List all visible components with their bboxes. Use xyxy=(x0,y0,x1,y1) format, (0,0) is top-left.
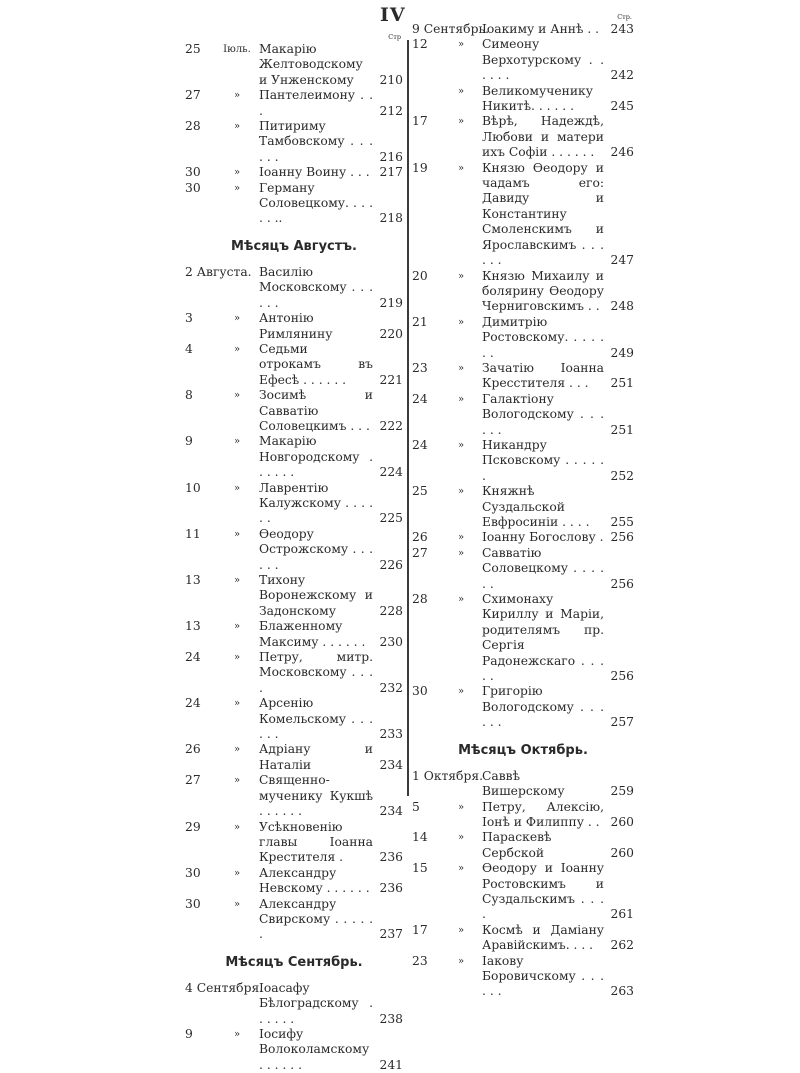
entry-month: » xyxy=(457,85,465,97)
entry-title: Іоасафу Бѣлоградскому . . . . . . xyxy=(259,980,373,1026)
entry-date: 10 xyxy=(185,480,201,495)
toc-entry xyxy=(412,530,634,545)
entry-month: » xyxy=(233,775,241,787)
entry-month: » xyxy=(457,270,465,282)
entry-page-number: 262 xyxy=(610,938,634,953)
entry-page-number: 256 xyxy=(610,576,634,591)
entry-title: Параскевѣ Сербской xyxy=(482,830,552,860)
entry-page-number: 261 xyxy=(610,907,634,922)
toc-entry xyxy=(185,696,403,742)
entry-month: » xyxy=(457,863,465,875)
entry-date: 5 xyxy=(412,799,420,814)
entry-month: Іюль. xyxy=(223,44,251,55)
entry-date: 25 xyxy=(185,42,201,56)
entry-page-number: 228 xyxy=(379,603,403,618)
entry-date: 26 xyxy=(185,742,201,757)
entry-month: » xyxy=(233,313,241,325)
entry-month: » xyxy=(457,955,465,967)
left-sections xyxy=(185,42,403,1073)
entry-date: 19 xyxy=(412,160,428,175)
entry-date: 15 xyxy=(412,861,428,876)
entry-month: » xyxy=(457,686,465,698)
entry-page-number: 243 xyxy=(610,22,634,36)
entry-page-number: 263 xyxy=(610,984,634,999)
entry-title: Космѣ и Даміану Аравійскимъ. . . . xyxy=(482,922,604,953)
entry-date: 13 xyxy=(185,573,201,587)
entry-page-number: 210 xyxy=(379,72,403,87)
entry-title: Галактіону Вологодскому . . . . . . xyxy=(482,391,604,437)
entry-title: Петру, Алексію, Іонѣ и Филиппу . . xyxy=(482,799,604,829)
entry-title: Савватію Соловецкому . . . . . . xyxy=(482,545,604,591)
toc-entry xyxy=(412,800,634,831)
entry-title: Адріану и Наталіи xyxy=(259,742,373,772)
toc-entry xyxy=(185,742,403,773)
month-heading: Мѣсяцъ Сентябрь. xyxy=(225,954,363,970)
entry-date: 17 xyxy=(412,114,428,129)
toc-entry xyxy=(412,37,634,83)
entry-page-number: 225 xyxy=(379,511,403,526)
entry-month: » xyxy=(233,121,241,133)
entry-month: » xyxy=(457,594,465,606)
toc-entry xyxy=(412,546,634,592)
entry-title: Тихону Воронежскому и Задонскому xyxy=(259,573,373,618)
entry-date: 30 xyxy=(185,165,201,180)
toc-entry xyxy=(185,88,403,119)
entry-page-number: 212 xyxy=(379,103,403,118)
entry-date: 27 xyxy=(412,545,428,560)
entry-date: 30 xyxy=(412,684,428,699)
entry-page-number: 233 xyxy=(379,727,403,742)
toc-entry xyxy=(412,684,634,730)
entry-month: » xyxy=(457,362,465,374)
entry-page-number: 252 xyxy=(610,468,634,483)
entry-date: 9 Сентябрь. xyxy=(412,22,490,36)
entry-title: Іакову Боровичскому . . . . . . xyxy=(482,953,604,999)
entry-month: » xyxy=(457,39,465,51)
month-heading: Мѣсяцъ Октябрь. xyxy=(458,742,588,758)
entry-date: 17 xyxy=(412,922,428,937)
entry-date: 27 xyxy=(185,88,201,103)
entry-title: Арсенію Комельскому . . . . . . xyxy=(259,696,373,742)
toc-entry xyxy=(412,84,634,115)
entry-title: Седьми отрокамъ въ Ефесѣ . . . . . . xyxy=(259,341,373,387)
entry-title: Пантелеимону . . . xyxy=(259,88,373,118)
entry-title: Питириму Тамбовскому . . . . . . xyxy=(259,119,373,164)
toc-entry xyxy=(412,923,634,954)
entry-title: Григорію Вологодскому . . . . . . xyxy=(482,684,604,730)
entry-page-number: 242 xyxy=(610,68,634,83)
entry-month: » xyxy=(233,821,241,833)
entry-title: Василію Московскому . . . . . . xyxy=(259,264,373,310)
entry-month: » xyxy=(233,343,241,355)
entry-page-number: 246 xyxy=(610,145,634,160)
toc-entry xyxy=(185,42,403,88)
entry-page-number: 260 xyxy=(610,845,634,860)
toc-entry xyxy=(185,897,403,943)
entry-page-number: 236 xyxy=(379,881,403,896)
entry-date: 12 xyxy=(412,37,428,52)
entry-month: » xyxy=(457,801,465,813)
entry-date: 29 xyxy=(185,819,201,834)
entry-page-number: 257 xyxy=(610,715,634,730)
entry-date: 26 xyxy=(412,530,428,545)
toc-entry xyxy=(185,388,403,434)
entry-title: Іоакиму и Аннѣ . . xyxy=(482,22,600,36)
entry-date: 30 xyxy=(185,865,201,880)
entry-date: 24 xyxy=(185,696,201,711)
toc-entry xyxy=(185,311,403,342)
entry-page-number: 255 xyxy=(610,515,634,529)
right-column xyxy=(412,12,634,1000)
entry-month: » xyxy=(233,867,241,879)
entry-page-number: 224 xyxy=(379,465,403,480)
toc-entry xyxy=(412,769,634,800)
entry-date: 11 xyxy=(185,526,201,541)
toc-entry xyxy=(185,434,403,480)
toc-entry xyxy=(412,592,634,684)
entry-month: » xyxy=(233,482,241,494)
toc-entry xyxy=(412,830,634,861)
toc-entry xyxy=(412,861,634,923)
entry-date: 28 xyxy=(412,592,428,607)
entry-date: 20 xyxy=(412,268,428,283)
entry-title: Усѣкновенію главы Іоанна Крестителя . xyxy=(259,819,373,865)
toc-entry xyxy=(412,438,634,484)
page-number: IV xyxy=(380,4,406,26)
toc-entry xyxy=(185,119,403,165)
entry-month: » xyxy=(233,652,241,664)
entry-date: 4 Сентября. xyxy=(185,980,264,995)
toc-entry xyxy=(412,361,634,392)
entry-date: 27 xyxy=(185,773,201,788)
entry-date: 1 Октября. xyxy=(412,768,484,783)
entry-date: 28 xyxy=(185,119,201,134)
toc-entry xyxy=(185,165,403,180)
entry-page-number: 241 xyxy=(379,1057,403,1072)
left-column xyxy=(185,32,403,1073)
entry-date: 23 xyxy=(412,953,428,968)
right-sections xyxy=(412,22,634,1000)
entry-page-number: 245 xyxy=(610,99,634,114)
entry-date: 3 xyxy=(185,311,193,326)
toc-entry xyxy=(185,181,403,227)
page-column-header: Стр xyxy=(388,33,401,41)
entry-month: » xyxy=(457,532,465,544)
entry-title: Саввѣ Вишерскому xyxy=(482,768,565,799)
entry-title: Князю Михаилу и болярину Ѳеодору Черниговскимъ . . xyxy=(482,268,604,314)
entry-page-number: 256 xyxy=(610,530,634,545)
entry-title: Ѳеодору и Іоанну Ростовскимъ и Суздальскимъ . . . . xyxy=(482,861,604,922)
entry-page-number: 251 xyxy=(610,422,634,437)
entry-page-number: 234 xyxy=(379,804,403,819)
entry-page-number: 232 xyxy=(379,680,403,695)
toc-entry xyxy=(412,161,634,269)
toc-entry xyxy=(185,342,403,388)
entry-page-number: 249 xyxy=(610,345,634,360)
entry-page-number: 259 xyxy=(610,784,634,799)
entry-page-number: 219 xyxy=(379,295,403,310)
entry-title: Никандру Псковскому . . . . . . xyxy=(482,437,604,483)
entry-month: » xyxy=(457,486,465,498)
entry-title: Димитрію Ростовскому. . . . . . . xyxy=(482,314,604,360)
entry-page-number: 234 xyxy=(379,757,403,772)
entry-date: 4 xyxy=(185,341,193,356)
entry-page-number: 222 xyxy=(379,418,403,433)
entry-month: » xyxy=(233,744,241,756)
entry-month: » xyxy=(233,390,241,402)
entry-title: Александру Невскому . . . . . . xyxy=(259,865,370,896)
entry-title: Макарію Желтоводскому и Унженскому xyxy=(259,42,363,87)
entry-title: Княжнѣ Суздальской Евфросиніи . . . . xyxy=(482,484,590,529)
entry-month: » xyxy=(233,621,241,633)
entry-month: » xyxy=(457,832,465,844)
entry-page-number: 218 xyxy=(379,211,403,226)
entry-date: 2 Августа. xyxy=(185,264,252,279)
toc-entry xyxy=(185,619,403,650)
entry-page-number: 221 xyxy=(379,372,403,387)
entry-title: Ѳеодору Острожскому . . . . . . xyxy=(259,526,373,572)
entry-title: Князю Ѳеодору и чадамъ его: Давиду и Константину Смоленскимъ и Ярославскимъ . . . . . . xyxy=(482,160,604,268)
entry-title: Петру, митр. Московскому . . . . xyxy=(259,650,373,695)
entry-page-number: 248 xyxy=(610,299,634,314)
entry-title: Священно-мученику Кукшѣ . . . . . . xyxy=(259,773,373,819)
toc-entry xyxy=(412,22,634,37)
entry-title: Лаврентію Калужскому . . . . . . xyxy=(259,480,373,526)
entry-page-number: 251 xyxy=(610,376,634,391)
entry-date: 24 xyxy=(412,391,428,406)
entry-month: » xyxy=(233,575,241,586)
toc-entry xyxy=(185,265,403,311)
entry-page-number: 217 xyxy=(379,165,403,180)
toc-entry xyxy=(185,527,403,573)
toc-entry xyxy=(185,650,403,696)
entry-page-number: 247 xyxy=(610,253,634,268)
entry-date: 13 xyxy=(185,619,201,634)
entry-title: Іоанну Воину . . . xyxy=(259,165,370,180)
entry-month: » xyxy=(233,528,241,540)
entry-title: Герману Соловецкому. . . . . . .. xyxy=(259,180,373,226)
entry-title: Александру Свирскому . . . . . . xyxy=(259,896,373,942)
entry-date: 30 xyxy=(185,180,201,195)
entry-page-number: 220 xyxy=(379,326,403,341)
entry-title: Макарію Новгородскому . . . . . . xyxy=(259,434,373,480)
toc-entry xyxy=(412,315,634,361)
entry-month: » xyxy=(233,898,241,910)
entry-page-number: 226 xyxy=(379,557,403,572)
entry-date: 24 xyxy=(412,437,428,452)
entry-date: 8 xyxy=(185,388,193,403)
entry-title: Антонію Римлянину xyxy=(259,311,333,341)
toc-entry xyxy=(185,820,403,866)
entry-page-number: 238 xyxy=(379,1011,403,1026)
page-column-header: Стр. xyxy=(617,13,632,21)
entry-page-number: 237 xyxy=(379,927,403,942)
entry-title: Зосимѣ и Савватію Соловецкимъ . . . xyxy=(259,388,373,433)
toc-entry xyxy=(412,114,634,160)
toc-entry xyxy=(185,481,403,527)
column-divider xyxy=(407,40,409,796)
entry-month: » xyxy=(457,316,465,328)
month-heading: Мѣсяцъ Августъ. xyxy=(231,238,357,254)
entry-date: 25 xyxy=(412,484,428,499)
entry-date: 30 xyxy=(185,896,201,911)
entry-month: » xyxy=(233,1028,241,1040)
entry-title: Схимонаху Кириллу и Маріи, родителямъ пр. Сергія Радонежскаго . . . . . xyxy=(482,592,604,684)
entry-title: Іоанну Богослову . xyxy=(482,530,604,545)
toc-entry xyxy=(185,866,403,897)
toc-entry xyxy=(412,484,634,530)
entry-page-number: 230 xyxy=(379,634,403,649)
toc-entry xyxy=(185,773,403,819)
entry-date: 9 xyxy=(185,1026,193,1041)
entry-date: 23 xyxy=(412,360,428,375)
entry-date xyxy=(412,84,440,115)
entry-month: » xyxy=(233,182,241,194)
entry-page-number: 216 xyxy=(379,149,403,164)
entry-title: Блаженному Максиму . . . . . . xyxy=(259,619,366,649)
entry-month: » xyxy=(457,162,465,174)
entry-month: » xyxy=(233,698,241,710)
entry-month: » xyxy=(457,547,465,559)
entry-month: » xyxy=(233,167,241,179)
toc-entry xyxy=(412,392,634,438)
entry-page-number: 260 xyxy=(610,814,634,829)
toc-entry xyxy=(412,954,634,1000)
entry-title: Великомученику Никитѣ. . . . . . xyxy=(482,83,593,114)
entry-month: » xyxy=(233,90,241,102)
toc-entry xyxy=(185,1027,403,1073)
entry-title: Вѣрѣ, Надеждѣ, Любови и матери ихъ Софіи . . . . . . xyxy=(482,114,604,160)
entry-title: Симеону Верхотурскому . . . . . . xyxy=(482,37,604,83)
entry-date: 24 xyxy=(185,650,201,665)
entry-month: » xyxy=(457,116,465,128)
toc-entry xyxy=(412,269,634,315)
entry-title: Зачатію Іоанна Кресстителя . . . xyxy=(482,360,604,391)
entry-month: » xyxy=(457,439,465,451)
entry-title: Іосифу Волоколамскому . . . . . . xyxy=(259,1026,370,1072)
toc-entry xyxy=(185,981,403,1027)
entry-date: 9 xyxy=(185,434,193,449)
entry-month: » xyxy=(457,393,465,405)
entry-month: » xyxy=(457,924,465,936)
entry-page-number: 256 xyxy=(610,669,634,684)
entry-page-number: 236 xyxy=(379,850,403,865)
entry-date: 14 xyxy=(412,830,428,845)
entry-date: 21 xyxy=(412,314,428,329)
entry-month: » xyxy=(233,436,241,448)
toc-entry xyxy=(185,573,403,619)
